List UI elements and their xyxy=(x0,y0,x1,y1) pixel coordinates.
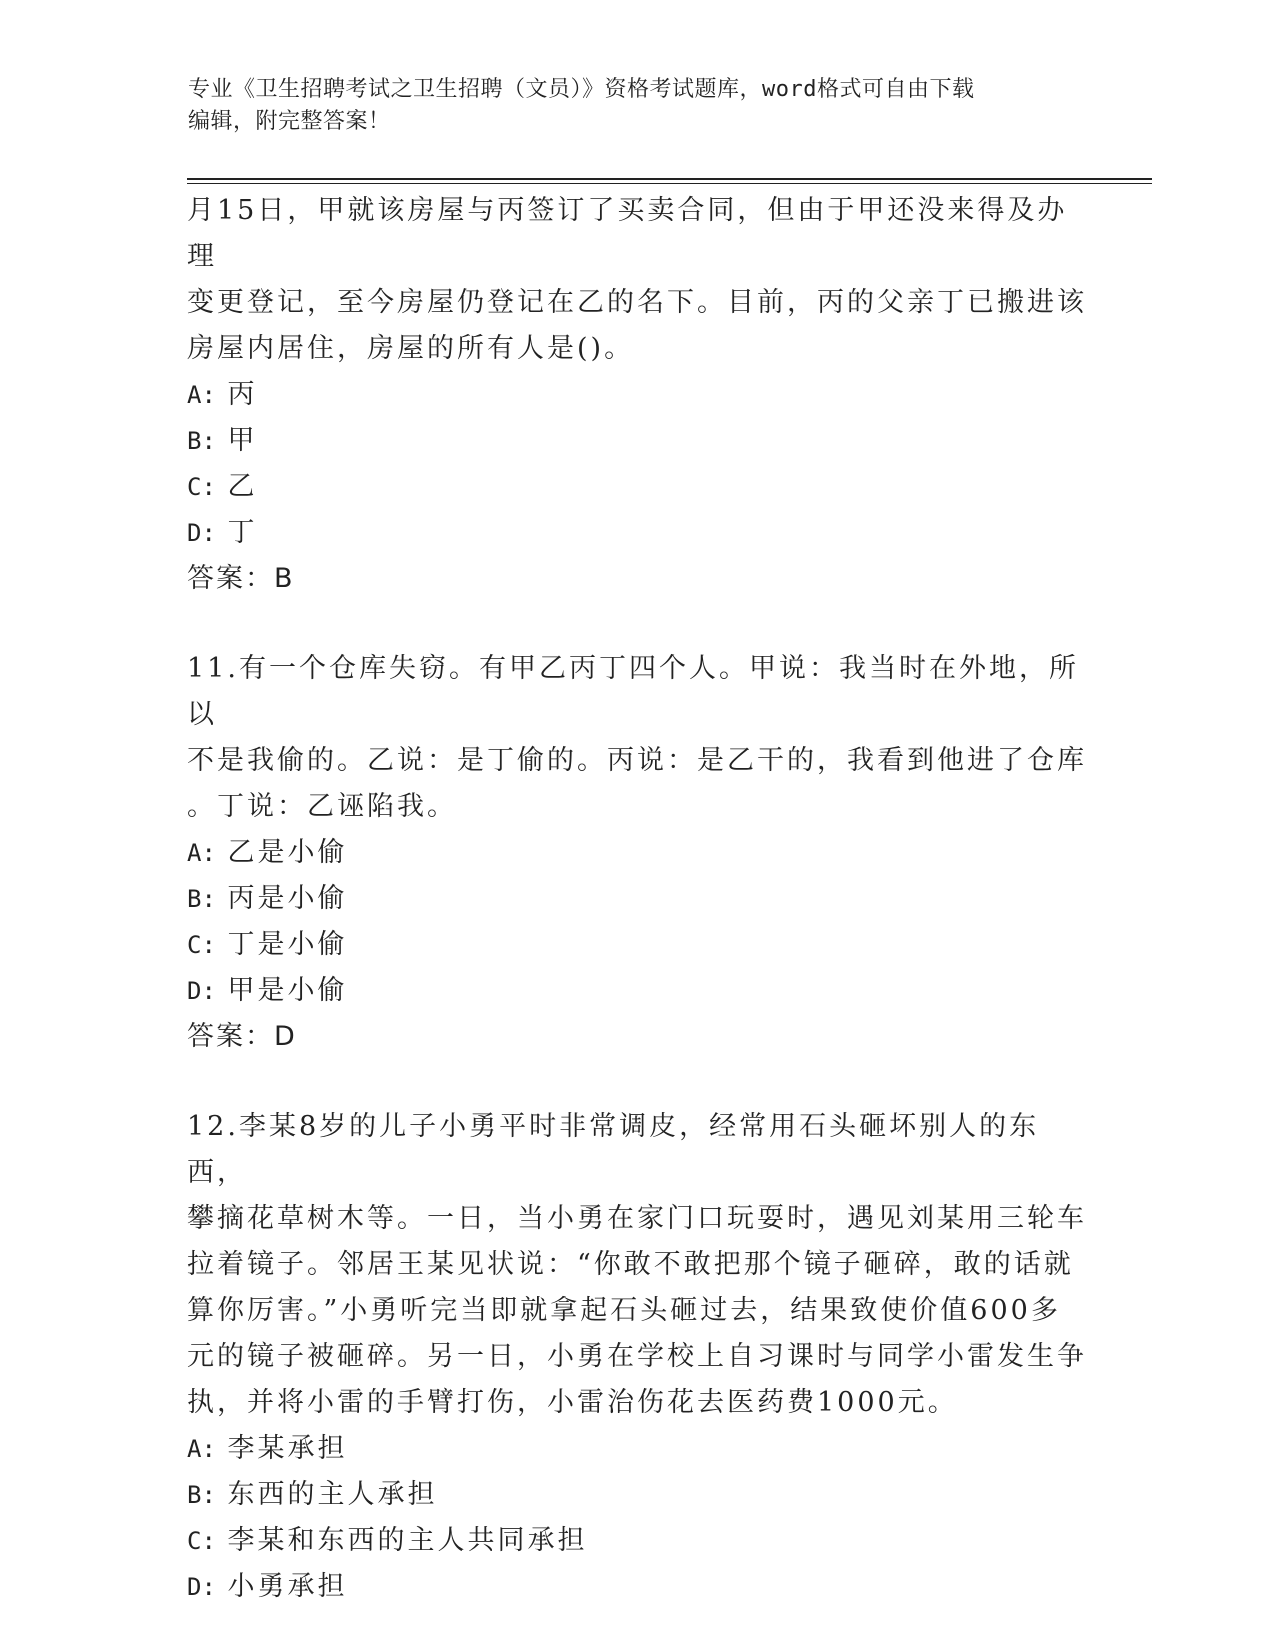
answer-label: 答案：B xyxy=(187,563,295,594)
header-rule-thick xyxy=(187,178,1152,180)
question-text-line: 月15日，甲就该房屋与丙签订了买卖合同，但由于甲还没来得及办理 xyxy=(187,195,1068,272)
option-a: A: 乙是小偷 xyxy=(187,837,348,868)
answer-label: 答案：D xyxy=(187,1021,297,1052)
header-rule-thin xyxy=(187,183,1152,184)
option-a: A: 李某承担 xyxy=(187,1433,348,1464)
question-text-line: 元的镜子被砸碎。另一日，小勇在学校上自习课时与同学小雷发生争 xyxy=(187,1341,1087,1372)
option-d: D: 甲是小偷 xyxy=(187,975,348,1006)
question-text-line: 房屋内居住，房屋的所有人是()。 xyxy=(187,333,635,364)
option-c: C: 乙 xyxy=(187,471,258,502)
option-a: A: 丙 xyxy=(187,379,258,410)
question-text-line: 执，并将小雷的手臂打伤，小雷治伤花去医药费1000元。 xyxy=(187,1387,958,1418)
question-text-line: 攀摘花草树木等。一日，当小勇在家门口玩耍时，遇见刘某用三轮车 xyxy=(187,1203,1087,1234)
spacer xyxy=(187,602,1087,646)
question-text-line: 。丁说：乙诬陷我。 xyxy=(187,791,457,822)
question-12 xyxy=(187,1104,1087,1610)
option-b: B: 丙是小偷 xyxy=(187,883,348,914)
option-d: D: 丁 xyxy=(187,517,258,548)
header-line-1: 专业《卫生招聘考试之卫生招聘（文员）》资格考试题库，word格式可自由下载 xyxy=(188,77,975,102)
question-text-line: 算你厉害。”小勇听完当即就拿起石头砸过去，结果致使价值600多 xyxy=(187,1295,1061,1326)
header-line-2: 编辑，附完整答案！ xyxy=(188,109,391,134)
spacer xyxy=(187,1060,1087,1104)
option-b: B: 东西的主人承担 xyxy=(187,1479,438,1510)
question-11 xyxy=(187,646,1087,1060)
question-text-line: 不是我偷的。乙说：是丁偷的。丙说：是乙干的，我看到他进了仓库 xyxy=(187,745,1087,776)
question-text-line: 拉着镜子。邻居王某见状说：“你敢不敢把那个镜子砸碎，敢的话就 xyxy=(187,1249,1074,1280)
option-c: C: 李某和东西的主人共同承担 xyxy=(187,1525,588,1556)
question-text-line: 11.有一个仓库失窃。有甲乙丙丁四个人。甲说：我当时在外地，所以 xyxy=(187,653,1079,730)
document-body xyxy=(187,188,1087,1610)
option-d: D: 小勇承担 xyxy=(187,1571,348,1602)
option-c: C: 丁是小偷 xyxy=(187,929,348,960)
question-10 xyxy=(187,188,1087,602)
document-header xyxy=(188,74,1088,138)
question-text-line: 12.李某8岁的儿子小勇平时非常调皮，经常用石头砸坏别人的东西， xyxy=(187,1111,1040,1188)
question-text-line: 变更登记，至今房屋仍登记在乙的名下。目前，丙的父亲丁已搬进该 xyxy=(187,287,1087,318)
option-b: B: 甲 xyxy=(187,425,258,456)
